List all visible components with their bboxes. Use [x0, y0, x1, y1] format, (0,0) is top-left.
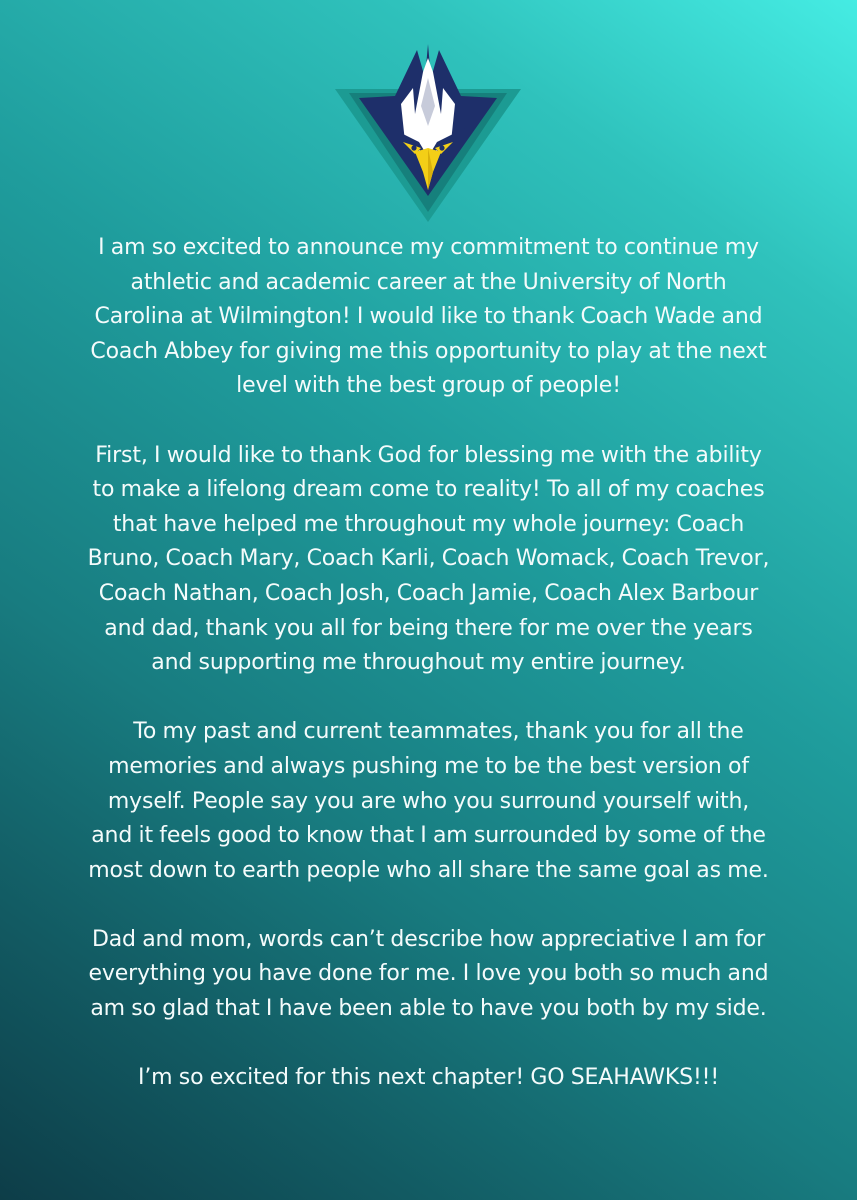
letter-line: myself. People say you are who you surround yourself with, [107, 788, 750, 814]
letter-line: everything you have done for me. I love you both so much and [88, 961, 769, 987]
letter-line: memories and always pushing me to be the best version of [108, 753, 749, 779]
letter-line: to make a lifelong dream come to reality! To all of my coaches [92, 477, 765, 503]
letter-line: Dad and mom, words can’t describe how appreciative I am for [91, 926, 766, 952]
paragraph-announcement [22, 231, 835, 404]
letter-line: that have helped me throughout my whole journey: Coach [112, 511, 745, 537]
letter-line: most down to earth people who all share the same goal as me. [88, 857, 769, 883]
letter-line: First, I would like to thank God for blessing me with the ability [95, 442, 762, 468]
letter-line: I’m so excited for this next chapter! GO SEAHAWKS!!! [137, 1065, 719, 1091]
letter-line: Coach Abbey for giving me this opportunity to play at the next [90, 338, 767, 364]
letter-line: and dad, thank you all for being there for me over the years [104, 615, 753, 641]
letter-line: Bruno, Coach Mary, Coach Karli, Coach Womack, Coach Trevor, [87, 546, 770, 572]
letter-line: athletic and academic career at the University of North [130, 269, 727, 295]
paragraph-closing [22, 1061, 835, 1096]
seahawk-logo-icon [335, 44, 521, 222]
letter-line: am so glad that I have been able to have you both by my side. [90, 996, 767, 1022]
paragraph-parents [22, 923, 835, 1027]
paragraph-teammates [22, 715, 835, 888]
letter-line: level with the best group of people! [236, 373, 621, 399]
paragraph-thanks-coaches [22, 439, 835, 681]
letter-line: and supporting me throughout my entire journey. [151, 650, 686, 676]
letter-line: Carolina at Wilmington! I would like to thank Coach Wade and [94, 304, 763, 330]
letter-line: I am so excited to announce my commitment to continue my [98, 235, 759, 260]
commitment-letter [22, 231, 835, 1130]
letter-line: and it feels good to know that I am surrounded by some of the [91, 823, 766, 849]
letter-line: Coach Nathan, Coach Josh, Coach Jamie, Coach Alex Barbour [98, 580, 759, 606]
letter-line: To my past and current teammates, thank you for all the [133, 719, 744, 745]
